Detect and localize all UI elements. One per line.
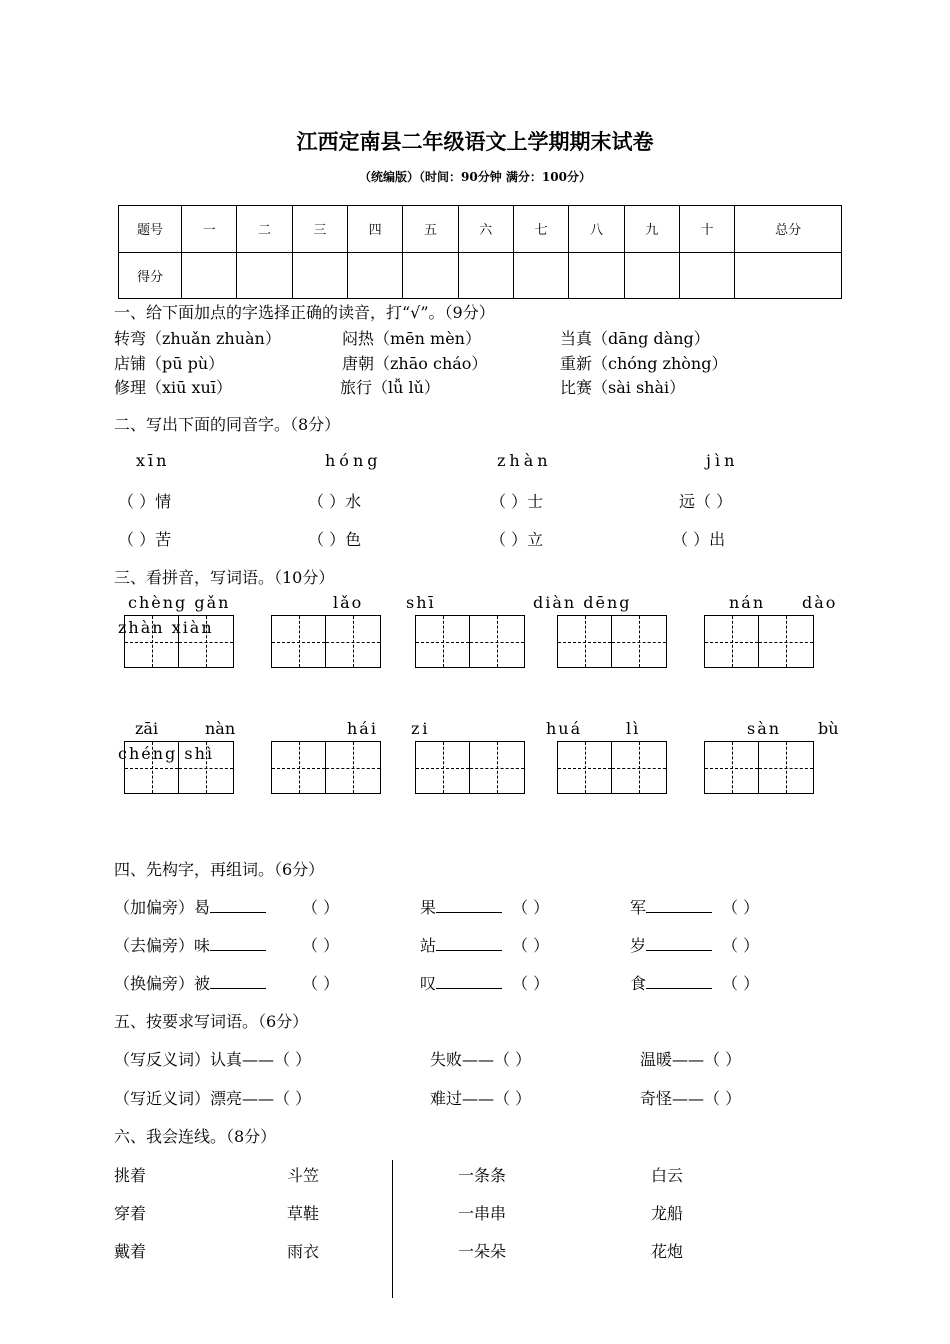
score-input-cell[interactable]: [403, 252, 458, 299]
s4-prompt: [114, 971, 266, 994]
s6-word[interactable]: 一条条: [458, 1166, 507, 1185]
s3-pinyin: lǎo: [333, 593, 364, 612]
s4-blank[interactable]: [210, 898, 266, 913]
s6-word[interactable]: 一串串: [458, 1204, 507, 1223]
s5-item[interactable]: （写反义词）认真——（ ）: [114, 1050, 312, 1069]
score-input-cell[interactable]: [679, 252, 734, 299]
score-input-cell[interactable]: [182, 252, 237, 299]
s4-word-blank[interactable]: （ ）: [302, 974, 340, 993]
score-table-score-row: [119, 252, 842, 299]
grid-cell[interactable]: [612, 742, 666, 793]
s4-char: 叹: [420, 974, 437, 993]
s1-item: 唐朝（zhāo cháo）: [342, 354, 488, 373]
s2-blank[interactable]: （ ）出: [672, 530, 726, 549]
s3-pinyin: sàn: [747, 719, 782, 738]
writing-grid[interactable]: [271, 615, 381, 668]
s3-pinyin: nàn: [205, 719, 236, 738]
s4-char: 站: [420, 936, 437, 955]
score-table-header-row: [119, 206, 842, 253]
s2-pinyin: hóng: [325, 451, 382, 470]
grid-cell[interactable]: [705, 742, 759, 793]
s6-word[interactable]: 龙船: [651, 1204, 684, 1223]
score-header-cell: 六: [458, 206, 513, 253]
s1-item: 重新（chóng zhòng）: [560, 354, 728, 373]
s6-word[interactable]: 草鞋: [287, 1204, 320, 1223]
s1-item: 店铺（pū pù）: [114, 354, 225, 373]
s4-char: （换偏旁）被: [114, 974, 211, 993]
page-subtitle: （统编版）（时间：90分钟 满分：100分）: [359, 170, 591, 184]
s5-item[interactable]: （写近义词）漂亮——（ ）: [114, 1089, 312, 1108]
s4-blank[interactable]: [210, 936, 266, 951]
s3-pinyin: dào: [802, 593, 838, 612]
s3-pinyin: bù: [818, 719, 839, 738]
writing-grid[interactable]: [124, 615, 234, 668]
s4-word-blank[interactable]: （ ）: [512, 898, 550, 917]
s1-item: 修理（xiū xuī）: [114, 378, 232, 397]
s4-prompt: [420, 895, 502, 918]
score-header-cell: 七: [513, 206, 568, 253]
s4-word-blank[interactable]: （ ）: [512, 936, 550, 955]
page-title: 江西定南县二年级语文上学期期末试卷: [296, 129, 654, 154]
score-header-cell: 九: [624, 206, 679, 253]
s4-word-blank[interactable]: （ ）: [302, 898, 340, 917]
grid-cell[interactable]: [416, 616, 470, 667]
writing-grid[interactable]: [557, 741, 667, 794]
s4-prompt: [420, 971, 502, 994]
score-header-cell: 四: [347, 206, 402, 253]
s1-item: 当真（dāng dàng）: [560, 329, 710, 348]
grid-cell[interactable]: [179, 616, 233, 667]
s1-item: 转弯（zhuǎn zhuàn）: [114, 329, 281, 348]
grid-cell[interactable]: [759, 742, 813, 793]
s4-blank[interactable]: [646, 898, 712, 913]
grid-cell[interactable]: [272, 616, 326, 667]
s6-word[interactable]: 穿着: [114, 1204, 147, 1223]
s4-prompt: [114, 933, 266, 956]
s3-pinyin-overlap: chéng shì: [118, 744, 214, 763]
score-input-cell[interactable]: [624, 252, 679, 299]
section-6-heading: 六、我会连线。（8分）: [114, 1127, 277, 1146]
s4-prompt: [630, 895, 712, 918]
score-header-cell: 题号: [119, 206, 182, 253]
s4-prompt: [114, 895, 266, 918]
score-input-cell[interactable]: [237, 252, 292, 299]
writing-grid[interactable]: [271, 741, 381, 794]
s6-word[interactable]: 白云: [651, 1166, 684, 1185]
grid-cell[interactable]: [705, 616, 759, 667]
s5-item[interactable]: 难过——（ ）: [430, 1089, 532, 1108]
score-input-cell[interactable]: [569, 252, 624, 299]
grid-cell[interactable]: [470, 616, 524, 667]
s3-pinyin: chèng gǎn: [128, 593, 231, 612]
score-table: [118, 205, 842, 299]
s5-item[interactable]: 温暖——（ ）: [640, 1050, 742, 1069]
s6-word[interactable]: 雨衣: [287, 1242, 320, 1261]
s4-word-blank[interactable]: （ ）: [722, 974, 760, 993]
grid-cell[interactable]: [558, 742, 612, 793]
score-header-cell: 二: [237, 206, 292, 253]
score-row-label: 得分: [119, 252, 182, 299]
s4-char: 军: [630, 898, 647, 917]
section-3-heading: 三、看拼音，写词语。（10分）: [114, 568, 335, 587]
s3-pinyin: nán: [729, 593, 766, 612]
section-4-heading: 四、先构字，再组词。（6分）: [114, 860, 325, 879]
s4-word-blank[interactable]: （ ）: [302, 936, 340, 955]
s4-word-blank[interactable]: （ ）: [722, 898, 760, 917]
s4-char: 食: [630, 974, 647, 993]
writing-grid[interactable]: [415, 615, 525, 668]
s2-pinyin: jìn: [706, 451, 739, 470]
s4-prompt: [420, 933, 502, 956]
s4-word-blank[interactable]: （ ）: [722, 936, 760, 955]
s4-blank[interactable]: [210, 974, 266, 989]
writing-grid[interactable]: [704, 615, 814, 668]
score-input-cell[interactable]: [458, 252, 513, 299]
s2-blank[interactable]: （ ）水: [308, 492, 362, 511]
score-input-cell[interactable]: [292, 252, 347, 299]
s3-pinyin: huá: [546, 719, 583, 738]
s4-char: 岁: [630, 936, 647, 955]
s4-word-blank[interactable]: （ ）: [512, 974, 550, 993]
s4-prompt: [630, 933, 712, 956]
s4-char: 果: [420, 898, 437, 917]
score-input-cell[interactable]: [735, 252, 842, 299]
score-input-cell[interactable]: [513, 252, 568, 299]
writing-grid[interactable]: [124, 741, 234, 794]
s6-word[interactable]: 一朵朵: [458, 1242, 507, 1261]
grid-cell[interactable]: [326, 616, 380, 667]
s1-item: 比赛（sài shài）: [560, 378, 686, 397]
grid-cell[interactable]: [179, 742, 233, 793]
s3-pinyin: diàn dēng: [533, 593, 632, 612]
s4-blank[interactable]: [436, 898, 502, 913]
score-header-cell: 十: [679, 206, 734, 253]
s2-blank[interactable]: （ ）色: [308, 530, 362, 549]
s2-blank[interactable]: 远（ ）: [679, 492, 733, 511]
section-1-heading: 一、给下面加点的字选择正确的读音，打“√”。（9分）: [114, 303, 495, 322]
score-header-cell: 总分: [735, 206, 842, 253]
grid-cell[interactable]: [470, 742, 524, 793]
s4-blank[interactable]: [436, 936, 502, 951]
s3-pinyin: zāi: [135, 719, 159, 738]
s2-blank[interactable]: （ ）情: [118, 492, 172, 511]
score-header-cell: 三: [292, 206, 347, 253]
divider-line: [392, 1160, 393, 1298]
s5-item[interactable]: 奇怪——（ ）: [640, 1089, 742, 1108]
grid-cell[interactable]: [125, 742, 179, 793]
s3-pinyin: zi: [411, 719, 431, 738]
s6-word[interactable]: 挑着: [114, 1166, 147, 1185]
s3-pinyin: hái: [347, 719, 378, 738]
s4-blank[interactable]: [646, 974, 712, 989]
s2-pinyin: zhàn: [497, 451, 552, 470]
score-header-cell: 一: [182, 206, 237, 253]
s1-item: 闷热（mēn mèn）: [342, 329, 481, 348]
s2-pinyin: xīn: [136, 451, 170, 470]
s3-pinyin: lì: [626, 719, 641, 738]
s6-word[interactable]: 戴着: [114, 1242, 147, 1261]
s6-word[interactable]: 斗笠: [287, 1166, 320, 1185]
s2-blank[interactable]: （ ）士: [490, 492, 544, 511]
s4-prompt: [630, 971, 712, 994]
writing-grid[interactable]: [704, 741, 814, 794]
grid-cell[interactable]: [558, 616, 612, 667]
score-header-cell: 五: [403, 206, 458, 253]
grid-cell[interactable]: [272, 742, 326, 793]
s2-blank[interactable]: （ ）立: [490, 530, 544, 549]
s4-char: （去偏旁）味: [114, 936, 211, 955]
writing-grid[interactable]: [557, 615, 667, 668]
score-input-cell[interactable]: [347, 252, 402, 299]
s3-pinyin: shī: [406, 593, 436, 612]
grid-cell[interactable]: [416, 742, 470, 793]
s4-blank[interactable]: [646, 936, 712, 951]
section-2-heading: 二、写出下面的同音字。（8分）: [114, 415, 341, 434]
s5-item[interactable]: 失败——（ ）: [430, 1050, 532, 1069]
s4-char: （加偏旁）曷: [114, 898, 211, 917]
section-5-heading: 五、按要求写词语。（6分）: [114, 1012, 309, 1031]
grid-cell[interactable]: [326, 742, 380, 793]
s6-word[interactable]: 花炮: [651, 1242, 684, 1261]
grid-cell[interactable]: [125, 616, 179, 667]
s1-item: 旅行（lǚ lǔ）: [340, 378, 440, 397]
s3-pinyin-overlap: zhàn xiàn: [118, 618, 214, 637]
grid-cell[interactable]: [612, 616, 666, 667]
s4-blank[interactable]: [436, 974, 502, 989]
grid-cell[interactable]: [759, 616, 813, 667]
score-header-cell: 八: [569, 206, 624, 253]
s2-blank[interactable]: （ ）苦: [118, 530, 172, 549]
writing-grid[interactable]: [415, 741, 525, 794]
